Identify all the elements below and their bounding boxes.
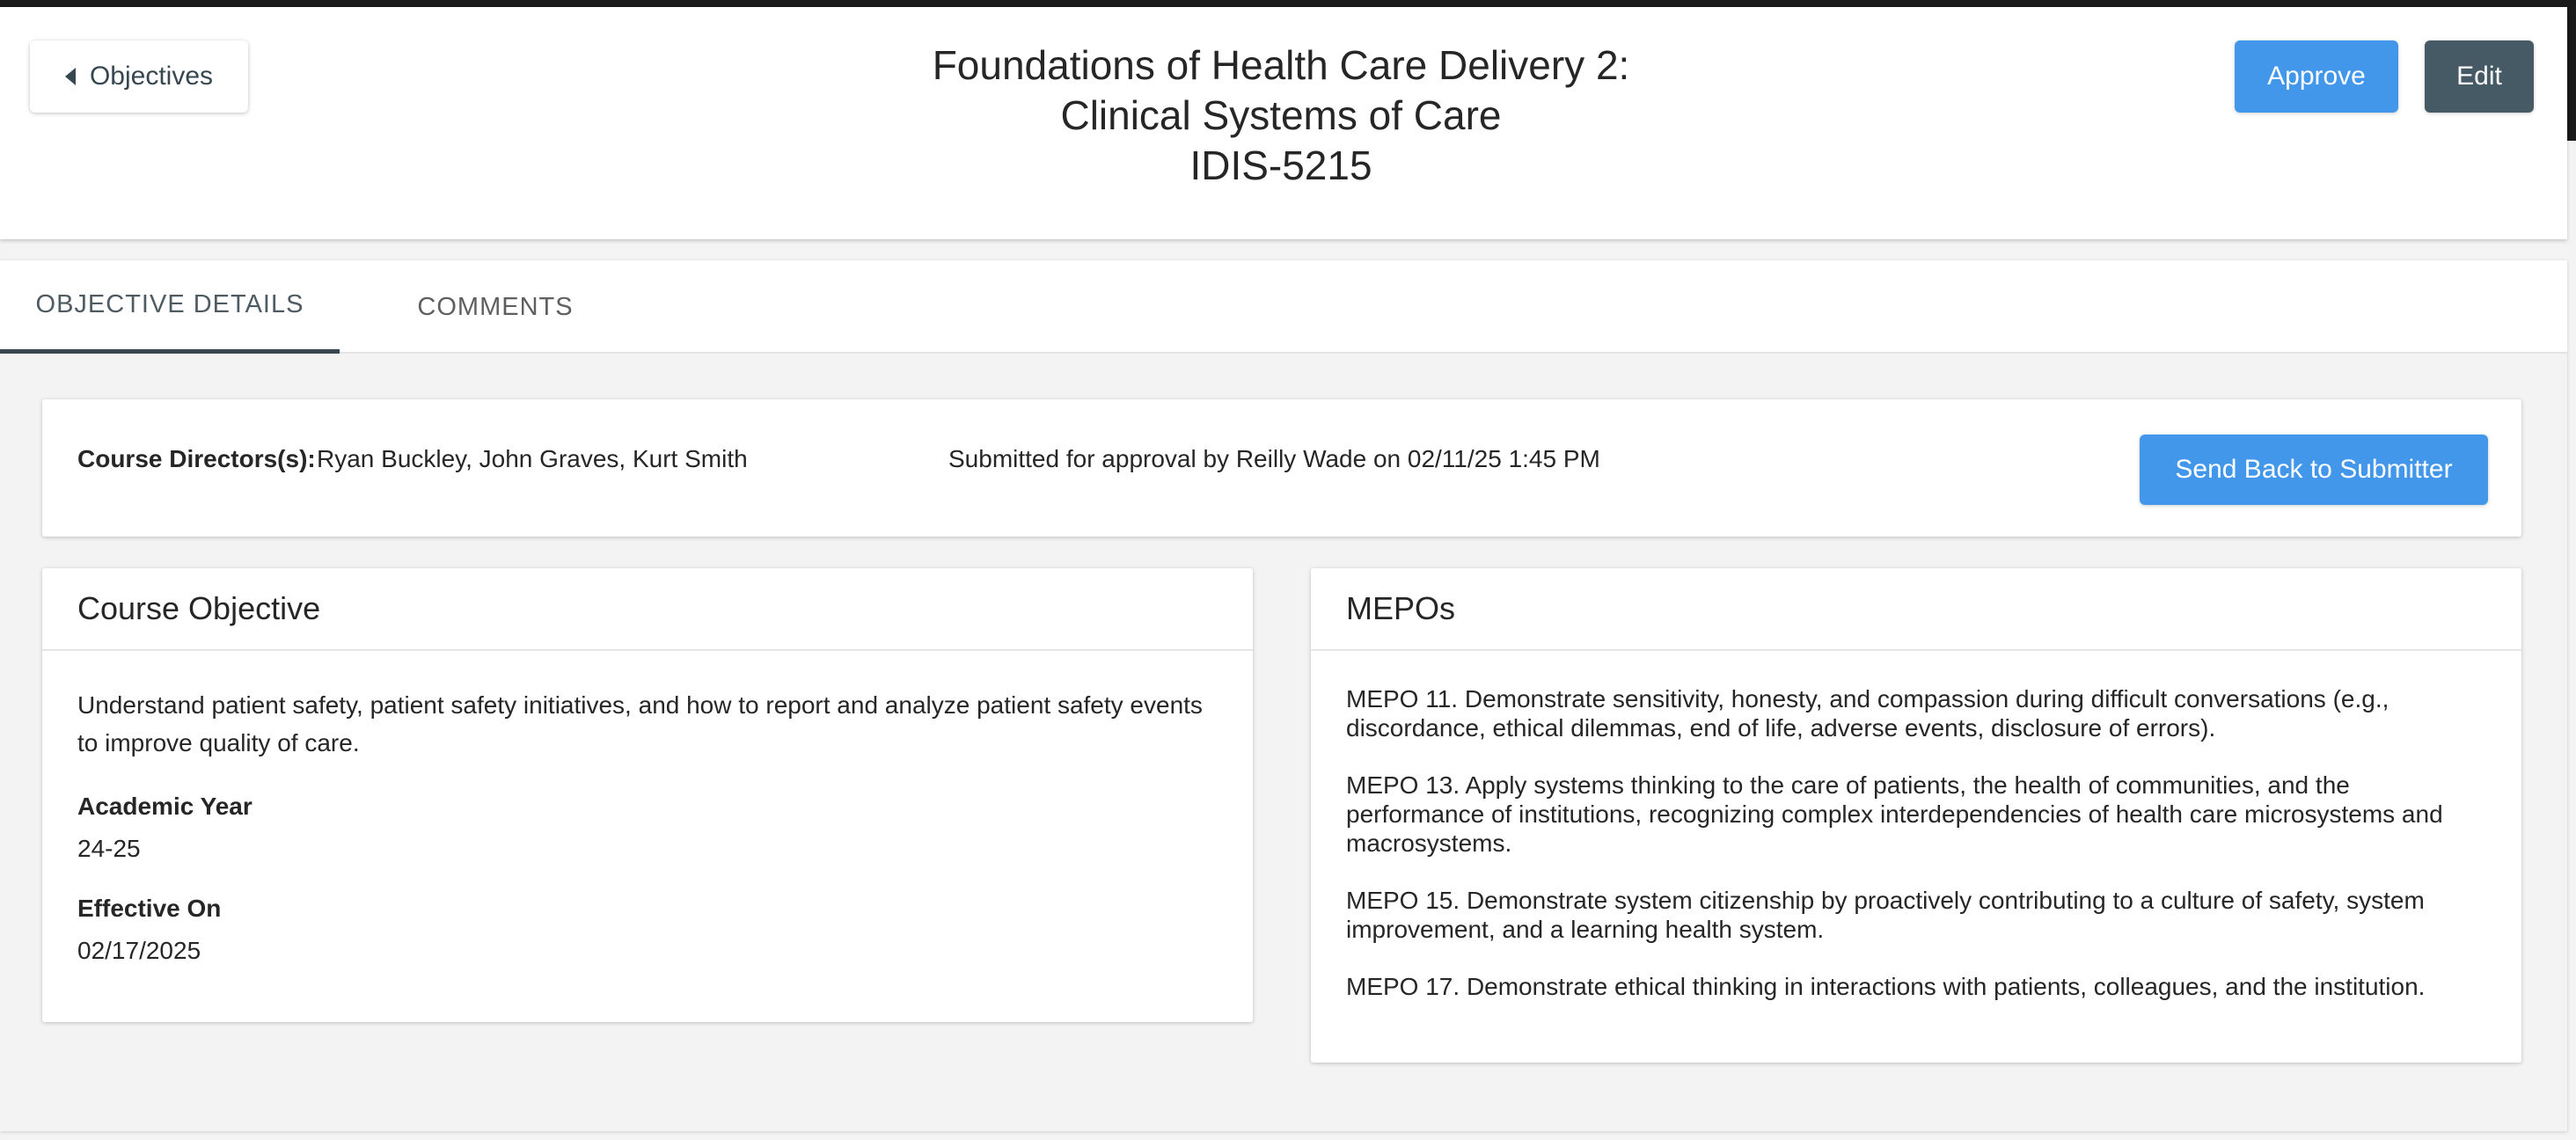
objective-text: Understand patient safety, patient safety initiatives, and how to report and analyze patient safety events to improve quality of care. <box>77 691 1203 756</box>
back-to-objectives-button[interactable] <box>30 40 248 113</box>
tab-bar <box>0 260 2567 354</box>
title-line-2: Clinical Systems of Care <box>1060 92 1502 138</box>
mepo-item: MEPO 11. Demonstrate sensitivity, honesty, and compassion during difficult conversations (e.g., discordance, ethical dilemmas, end of life, adverse events, disclosure of errors). <box>1346 685 2389 742</box>
effective-on-label: Effective On <box>77 895 222 922</box>
back-button-label: Objectives <box>89 62 214 91</box>
effective-on-value: 02/17/2025 <box>77 937 201 964</box>
submission-info-card <box>42 399 2521 537</box>
course-objective-body <box>42 651 1253 966</box>
academic-year-label: Academic Year <box>77 793 252 820</box>
tab-comments[interactable]: COMMENTS <box>417 292 574 321</box>
tab-objective-details[interactable]: OBJECTIVE DETAILS <box>0 260 340 354</box>
mepos-heading: MEPOs <box>1311 568 2521 651</box>
course-directors-value: Ryan Buckley, John Graves, Kurt Smith <box>317 445 748 472</box>
title-line-3: IDIS-5215 <box>1189 142 1372 188</box>
page-header <box>0 7 2567 239</box>
course-directors-label: Course Directors(s): <box>77 445 316 472</box>
mepo-item: MEPO 13. Apply systems thinking to the care of patients, the health of communities, and the performance of institutions, recognizing complex interdependencies of health care microsystems and macrosystems. <box>1346 771 2443 857</box>
window-top-strip <box>0 0 2576 7</box>
title-line-1: Foundations of Health Care Delivery 2: <box>932 42 1630 88</box>
mepos-list <box>1311 651 2521 1001</box>
course-objective-card <box>42 568 1253 1022</box>
course-objective-heading: Course Objective <box>42 568 1253 651</box>
page-title <box>753 40 1809 191</box>
mepo-item: MEPO 15. Demonstrate system citizenship by proactively contributing to a culture of safety, system improvement, and a learning health system. <box>1346 887 2425 943</box>
academic-year-value: 24-25 <box>77 835 141 862</box>
main-content <box>0 260 2567 1131</box>
window-right-strip <box>2567 0 2576 141</box>
caret-left-icon <box>65 68 76 85</box>
send-back-to-submitter-button[interactable]: Send Back to Submitter <box>2140 435 2488 505</box>
edit-button[interactable]: Edit <box>2425 40 2534 113</box>
approve-button[interactable]: Approve <box>2235 40 2398 113</box>
mepos-card <box>1311 568 2521 1063</box>
submitted-status-text: Submitted for approval by Reilly Wade on 02/11/25 1:45 PM <box>948 445 1600 472</box>
mepo-item: MEPO 17. Demonstrate ethical thinking in interactions with patients, colleagues, and the institution. <box>1346 973 2426 1000</box>
